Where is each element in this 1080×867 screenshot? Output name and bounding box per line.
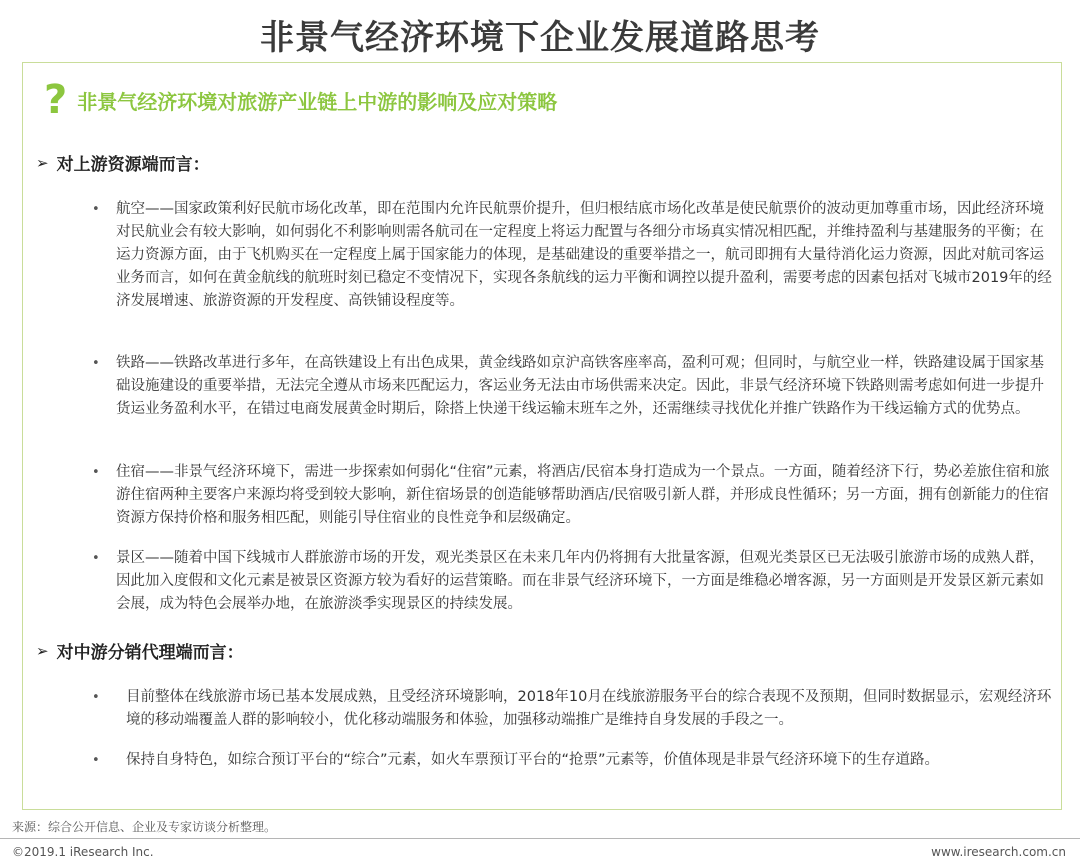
- list-item-railway: [92, 352, 1052, 421]
- list-item-online-market: [92, 686, 1052, 732]
- list-item-text: 住宿——非景气经济环境下，需进一步探索如何弱化“住宿”元素，将酒店/民宿本身打造成为一个景点。一方面，随着经济下行，势必差旅住宿和旅游住宿两种主要客户来源均将受到较大影响，新住宿场景的创造能够帮助酒店/民宿吸引新人群，并形成良性循环；另一方面，拥有创新能力的住宿资源方保持价格和服务相匹配，则能引导住宿业的良性竞争和层级确定。: [116, 464, 1050, 526]
- list-item-lodging: [92, 461, 1052, 530]
- section-subtitle: [44, 77, 558, 123]
- bullet-dot-icon: •: [92, 356, 100, 371]
- bullet-dot-icon: •: [92, 551, 100, 566]
- source-note: 来源：综合公开信息、企业及专家访谈分析整理。: [12, 820, 277, 834]
- upstream-heading: [36, 150, 210, 175]
- subtitle-text: 非景气经济环境对旅游产业链上中游的影响及应对策略: [77, 89, 558, 114]
- bullet-dot-icon: •: [92, 202, 100, 217]
- copyright: ©2019.1 iResearch Inc.: [12, 845, 154, 859]
- list-item-text: 景区——随着中国下线城市人群旅游市场的开发，观光类景区在未来几年内仍将拥有大批量客源，但观光类景区已无法吸引旅游市场的成熟人群，因此加入度假和文化元素是被景区资源方较为看好的运营策略。而在非景气经济环境下，一方面是维稳必增客源，另一方面则是开发景区新元素如会展，成为特色会展举办地，在旅游淡季实现景区的持续发展。: [116, 550, 1044, 612]
- list-item-aviation: [92, 198, 1052, 313]
- footer-divider: [0, 838, 1080, 839]
- midstream-heading-text: 对中游分销代理端而言：: [56, 643, 244, 663]
- midstream-heading: [36, 638, 244, 663]
- list-item-scenic: [92, 547, 1052, 616]
- chevron-right-icon: ➢: [36, 153, 49, 172]
- list-item-own-features: [92, 749, 1052, 772]
- list-item-text: 航空——国家政策利好民航市场化改革，即在范围内允许民航票价提升，但归根结底市场化改革是使民航票价的波动更加尊重市场，因此经济环境对民航业会有较大影响，如何弱化不利影响则需各航司在一定程度上将运力配置与各细分市场真实情况相匹配，并维持盈利与基建服务的平衡；在运力资源方面，由于飞机购买在一定程度上属于国家能力的体现，是基础建设的重要举措之一，航司即拥有大量待消化运力资源，因此对航司客运业务而言，如何在黄金航线的航班时刻已稳定不变情况下，实现各条航线的运力平衡和调控以提升盈利，需要考虑的因素包括对飞城市2019年的经济发展增速、旅游资源的开发程度、高铁铺设程度等。: [116, 201, 1052, 309]
- list-item-text: 铁路——铁路改革进行多年，在高铁建设上有出色成果，黄金线路如京沪高铁客座率高，盈利可观；但同时，与航空业一样，铁路建设属于国家基础设施建设的重要举措，无法完全遵从市场来匹配运力，客运业务无法由市场供需来决定。因此，非景气经济环境下铁路则需考虑如何进一步提升货运业务盈利水平，在错过电商发展黄金时期后，除搭上快递干线运输末班车之外，还需继续寻找优化并推广铁路作为干线运输方式的优势点。: [116, 355, 1044, 417]
- upstream-heading-text: 对上游资源端而言：: [56, 155, 210, 175]
- bullet-dot-icon: •: [92, 690, 100, 705]
- website-link[interactable]: www.iresearch.com.cn: [931, 845, 1066, 859]
- chevron-right-icon: ➢: [36, 641, 49, 660]
- list-item-text: 保持自身特色，如综合预订平台的“综合”元素，如火车票预订平台的“抢票”元素等，价值体现是非景气经济环境下的生存道路。: [126, 752, 940, 768]
- bullet-dot-icon: •: [92, 465, 100, 480]
- question-mark-icon: ?: [44, 77, 68, 123]
- bullet-dot-icon: •: [92, 753, 100, 768]
- page-title: 非景气经济环境下企业发展道路思考: [260, 18, 820, 58]
- list-item-text: 目前整体在线旅游市场已基本发展成熟，且受经济环境影响，2018年10月在线旅游服务平台的综合表现不及预期，但同时数据显示，宏观经济环境的移动端覆盖人群的影响较小，优化移动端服务和体验，加强移动端推广是维持自身发展的手段之一。: [126, 689, 1052, 728]
